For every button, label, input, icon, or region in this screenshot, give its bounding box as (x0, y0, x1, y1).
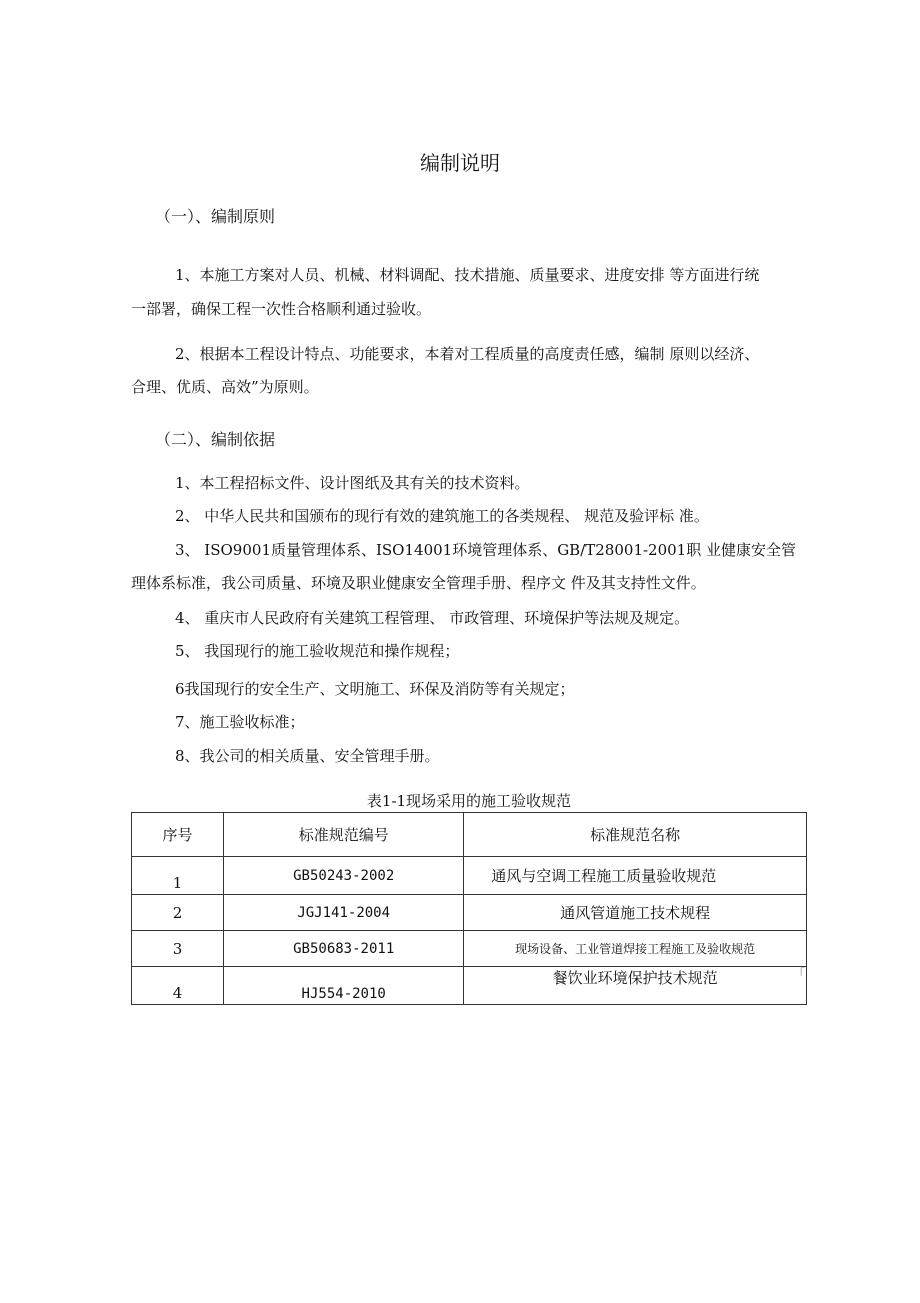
principle-2-line2: 合理、优质、高效”为原则。 (131, 378, 319, 396)
principle-2-line1: 2、根据本工程设计特点、功能要求，本着对工程质量的高度责任感，编制 原则以经济、 (175, 345, 760, 363)
table-row (132, 967, 807, 1005)
row-code: GB50683-2011 (224, 931, 464, 967)
row-code: GB50243-2002 (224, 857, 464, 895)
basis-item-7: 7、施工验收标准； (175, 713, 305, 731)
basis-item-6: 6我国现行的安全生产、文明施工、环保及消防等有关规定； (175, 680, 575, 698)
row-name: 通风管道施工技术规程 (464, 895, 807, 931)
header-name: 标准规范名称 (464, 813, 807, 857)
page-title: 编制说明 (420, 151, 500, 175)
table-caption: 表1-1现场采用的施工验收规范 (366, 792, 572, 810)
basis-item-1: 1、本工程招标文件、设计图纸及其有关的技术资料。 (175, 474, 530, 492)
basis-item-2: 2、 中华人民共和国颁布的现行有效的建筑施工的各类规程、 规范及验评标 准。 (175, 507, 709, 525)
header-code: 标准规范编号 (224, 813, 464, 857)
row-no: 2 (132, 895, 224, 931)
principle-1-line2: 一部署，确保工程一次性合格顺利通过验收。 (131, 300, 432, 318)
principle-1-line1: 1、本施工方案对人员、机械、材料调配、技术措施、质量要求、进度安排 等方面进行统 (175, 266, 760, 284)
header-no: 序号 (132, 813, 224, 857)
basis-item-4: 4、 重庆市人民政府有关建筑工程管理、 市政管理、环境保护等法规及规定。 (175, 609, 690, 627)
section-heading-basis: （二）、编制依据 (155, 430, 276, 449)
basis-item-8: 8、我公司的相关质量、安全管理手册。 (175, 747, 440, 765)
table-header-row (132, 813, 807, 857)
row-name: 现场设备、工业管道焊接工程施工及验收规范 (464, 931, 807, 967)
basis-item-3-line2: 理体系标准，我公司质量、环境及职业健康安全管理手册、程序文 件及其支持性文件。 (131, 574, 706, 592)
row-no: 1 (132, 857, 224, 895)
row-no: 4 (132, 967, 224, 1005)
basis-item-3-line1: 3、 ISO9001质量管理体系、ISO14001环境管理体系、GB/T28001-2001职 业健康安全管 (175, 541, 796, 559)
standards-table (131, 812, 807, 1005)
row-name: 通风与空调工程施工质量验收规范 (464, 857, 807, 895)
table-row (132, 895, 807, 931)
corner-mark: 「 (793, 967, 806, 981)
table-row (132, 857, 807, 895)
row-code: JGJ141-2004 (224, 895, 464, 931)
section-heading-principles: （一）、编制原则 (155, 207, 276, 226)
row-no: 3 (132, 931, 224, 967)
row-name: 餐饮业环境保护技术规范 (464, 967, 807, 1005)
basis-item-5: 5、 我国现行的施工验收规范和操作规程； (175, 642, 460, 660)
row-code: HJ554-2010 (224, 967, 464, 1005)
table-row (132, 931, 807, 967)
